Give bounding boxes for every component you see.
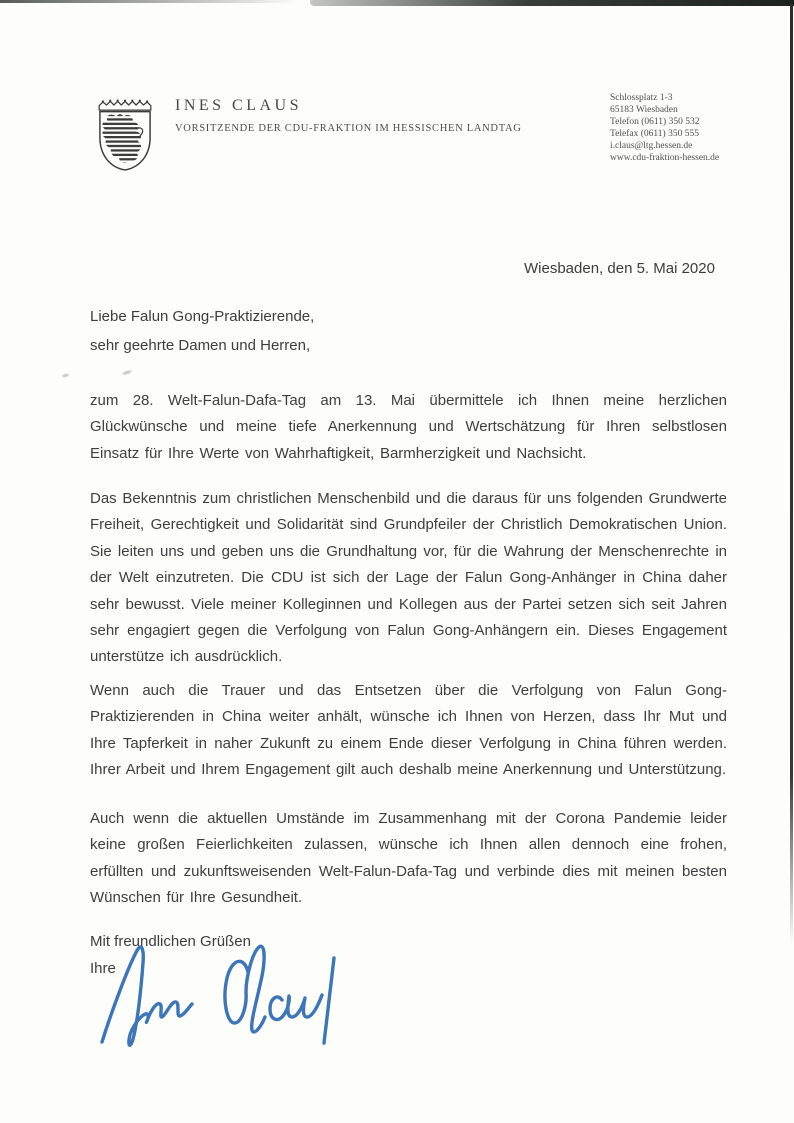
scan-artifact-top-edge-right [310, 0, 794, 6]
body-paragraph-4: Auch wenn die aktuellen Umstände im Zusammenhang mit der Corona Pandemie leider keine großen Feierlichkeiten zulassen, wünsche ich Ihnen allen dennoch eine frohen, erfüllten und zukunftsweisenden Welt-Falun-Dafa-Tag und verbinde dies mit meinen besten Wünschen für Ihre Gesundheit. [90, 810, 727, 907]
letterhead-name: INES CLAUS [175, 97, 303, 114]
salutation-line-1: Liebe Falun Gong-Praktizierende, [90, 308, 315, 325]
closing-greeting: Mit freundlichen Grüßen [90, 933, 251, 950]
salutation-block [90, 302, 314, 360]
contact-city: 65183 Wiesbaden [610, 104, 678, 115]
contact-phone: Telefon (0611) 350 532 [610, 116, 700, 127]
contact-website: www.cdu-fraktion-hessen.de [610, 152, 720, 163]
scan-smudge [122, 370, 132, 376]
scan-smudge [62, 373, 70, 378]
body-paragraph-3: Wenn auch die Trauer und das Entsetzen über die Verfolgung von Falun Gong-Praktizierenden in China weiter anhält, wünsche ich Ihnen von Herzen, dass Ihr Mut und Ihre Tapferkeit in naher Zukunft zu einem Ende dieser Verfolgung in China führen werden. Ihrer Arbeit und Ihrem Engagement gilt auch deshalb meine Anerkennung und Unterstützung. [90, 682, 727, 779]
contact-fax: Telefax (0611) 350 555 [610, 128, 699, 139]
scan-artifact-top-edge-left [0, 0, 300, 3]
scan-artifact-right-edge [790, 4, 793, 944]
contact-email: i.claus@ltg.hessen.de [610, 140, 693, 151]
contact-street: Schlossplatz 1-3 [610, 93, 673, 103]
handwritten-signature-ines-claus [86, 938, 354, 1055]
letterhead-role: VORSITZENDE DER CDU-FRAKTION IM HESSISCHEN LANDTAG [175, 123, 522, 134]
closing-pronoun: Ihre [90, 960, 116, 977]
body-paragraph-1: zum 28. Welt-Falun-Dafa-Tag am 13. Mai übermittele ich Ihnen meine herzlichen Glückwünsche und meine tiefe Anerkennung und Wertschätzung für Ihren selbstlosen Einsatz für Ihre Werte von Wahrhaftigkeit, Barmherzigkeit und Nachsicht. [90, 392, 727, 462]
letterhead-contact-block [610, 93, 719, 164]
salutation-line-2: sehr geehrte Damen und Herren, [90, 337, 311, 354]
body-paragraph-2: Das Bekenntnis zum christlichen Menschenbild und die daraus für uns folgenden Grundwerte Freiheit, Gerechtigkeit und Solidarität sind Grundpfeiler der Christlich Demokratischen Union. Sie leiten uns und geben uns die Grundhaltung vor, für die Wahrung der Menschenrechte in der Welt einzutreten. Die CDU ist sich der Lage der Falun Gong-Anhänger in China daher sehr bewusst. Viele meiner Kolleginnen und Kollegen aus der Partei setzen sich seit Jahren sehr engagiert gegen die Verfolgung von Falun Gong-Anhängern ein. Dieses Engagement unterstütze ich ausdrücklich. [90, 490, 727, 666]
hessen-coat-of-arms-icon [94, 92, 156, 185]
date-line: Wiesbaden, den 5. Mai 2020 [524, 260, 715, 277]
